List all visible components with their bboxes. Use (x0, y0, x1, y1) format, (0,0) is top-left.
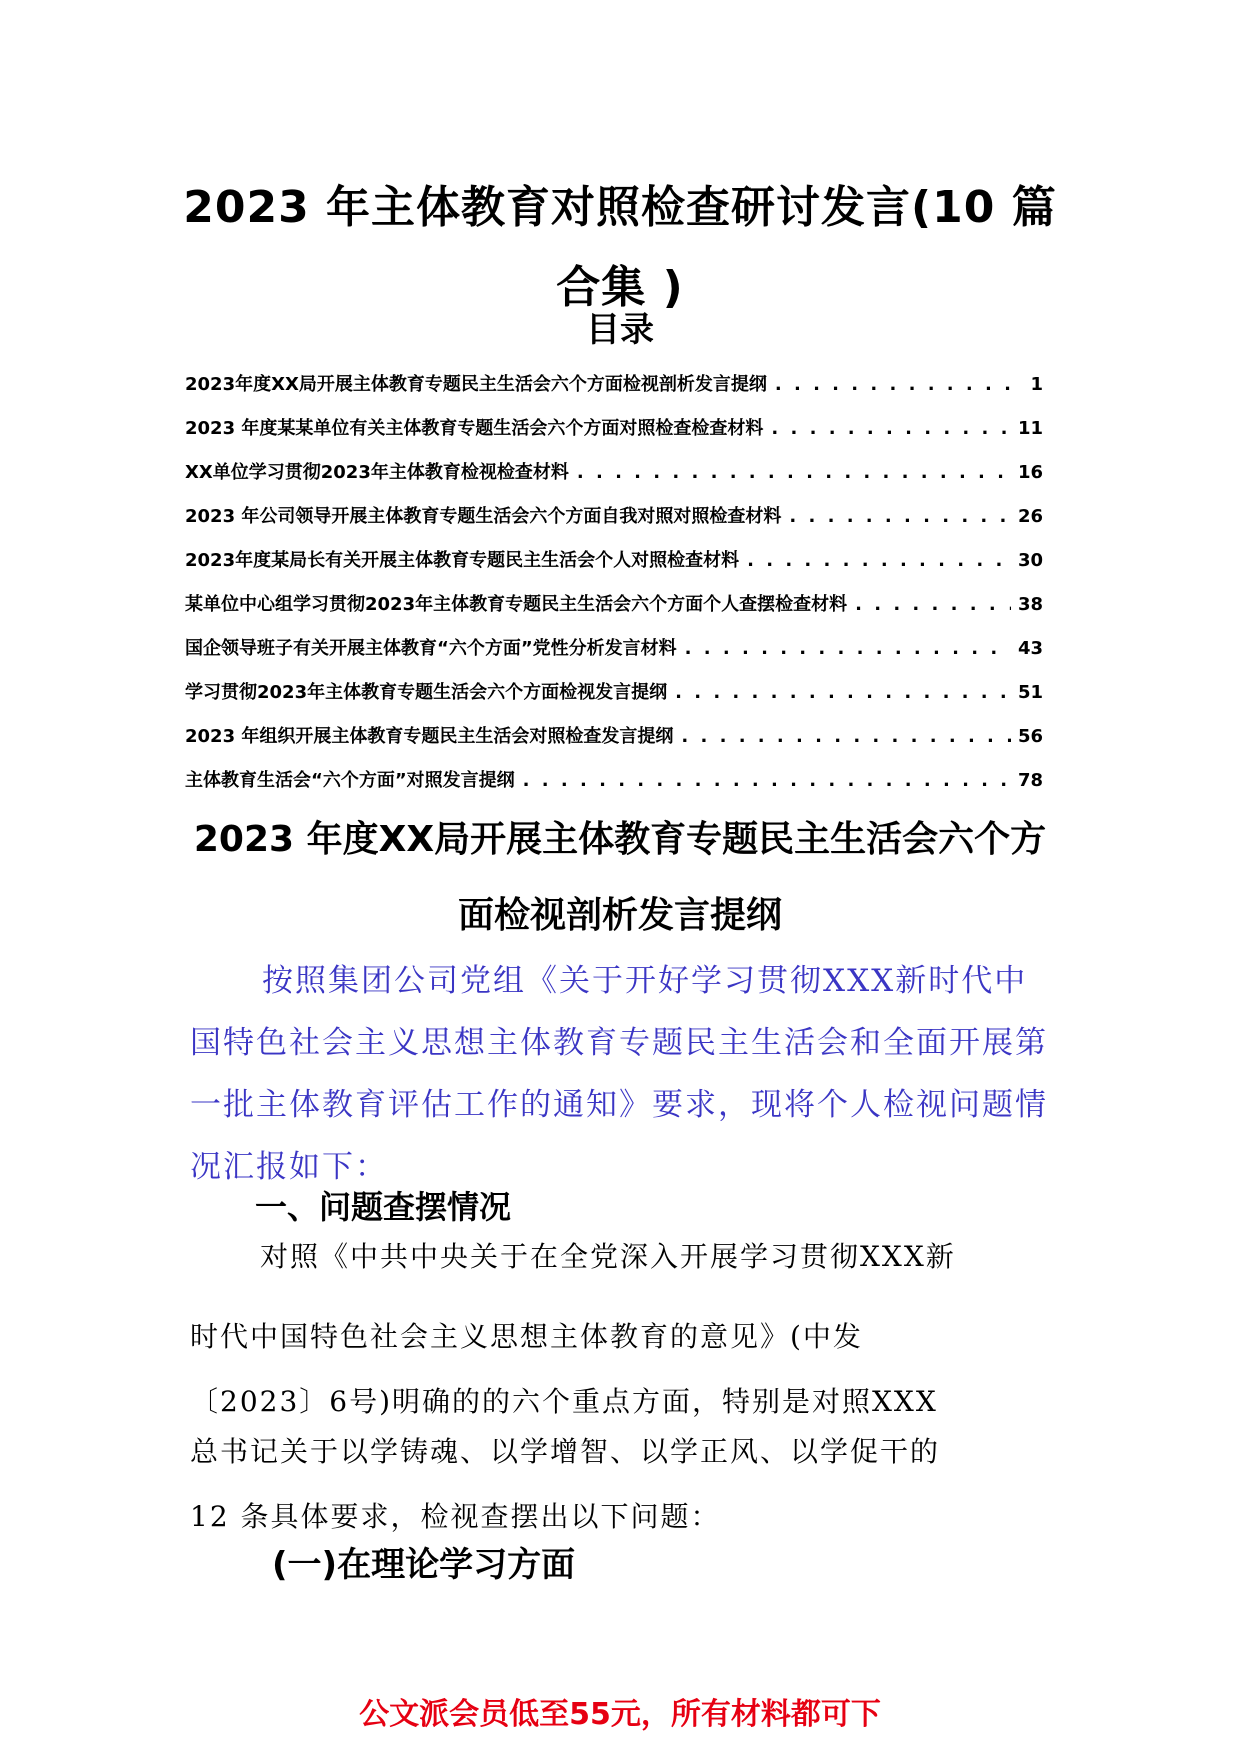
toc-entry-page: 78 (1017, 770, 1043, 791)
toc-entry-page: 11 (1017, 418, 1043, 439)
toc-entry[interactable] (185, 722, 1043, 766)
section-title: 2023 年度XX局开展主体教育专题民主生活会六个方面检视剖析发言提纲 (193, 819, 1047, 936)
toc-leader-dots (747, 550, 1011, 571)
toc-entry[interactable] (185, 458, 1043, 502)
paragraph-line: 12 条具体要求，检视查摆出以下问题： (190, 1500, 721, 1533)
intro-paragraph: 按照集团公司党组《关于开好学习贯彻XXX新时代中国特色社会主义思想主体教育专题民主生活会和全面开展第一批主体教育评估工作的通知》要求，现将个人检视问题情况汇报如下： (190, 963, 1048, 1185)
toc-entry-title: 2023 年度某某单位有关主体教育专题生活会六个方面对照检查检查材料 (185, 418, 764, 439)
toc-leader-dots (789, 506, 1011, 527)
toc-entry[interactable] (185, 590, 1043, 634)
toc-leader-dots (771, 418, 1011, 439)
toc-leader-dots (685, 638, 1011, 659)
toc-entry-title: 2023年度XX局开展主体教育专题民主生活会六个方面检视剖析发言提纲 (185, 374, 767, 395)
heading-problems: 一、问题查摆情况 (255, 1188, 512, 1226)
toc-entry-title: 2023 年公司领导开展主体教育专题生活会六个方面自我对照对照检查材料 (185, 506, 782, 527)
toc-entry-page: 51 (1017, 682, 1043, 703)
toc-entry-page: 1 (1030, 374, 1043, 395)
toc-entry-title: 2023 年组织开展主体教育专题民主生活会对照检查发言提纲 (185, 726, 674, 747)
toc-leader-dots (681, 726, 1011, 747)
toc-entry[interactable] (185, 370, 1043, 414)
heading-theory-study: (一)在理论学习方面 (272, 1545, 576, 1585)
toc-entry[interactable] (185, 678, 1043, 722)
paragraph-line: 时代中国特色社会主义思想主体教育的意见》(中发 (190, 1320, 863, 1353)
toc-entry-title: 2023年度某局长有关开展主体教育专题民主生活会个人对照检查材料 (185, 550, 740, 571)
toc-entry-title: 某单位中心组学习贯彻2023年主体教育专题民主生活会六个方面个人查摆检查材料 (185, 594, 848, 615)
toc-entry[interactable] (185, 634, 1043, 678)
toc-entry[interactable] (185, 502, 1043, 546)
toc-leader-dots (523, 770, 1011, 791)
toc-entry[interactable] (185, 414, 1043, 458)
toc-entry-page: 38 (1017, 594, 1043, 615)
footer-promo: 公文派会员低至55元，所有材料都可下 (359, 1697, 881, 1732)
toc-entry-title: 国企领导班子有关开展主体教育“六个方面”党性分析发言材料 (185, 638, 677, 659)
toc-entry-title: XX单位学习贯彻2023年主体教育检视检查材料 (185, 462, 569, 483)
toc-entry-page: 56 (1017, 726, 1043, 747)
toc-entry-page: 16 (1017, 462, 1043, 483)
toc-entry-title: 学习贯彻2023年主体教育专题生活会六个方面检视发言提纲 (185, 682, 668, 703)
toc-entry[interactable] (185, 546, 1043, 590)
toc-leader-dots (577, 462, 1011, 483)
toc-heading: 目录 (586, 310, 654, 350)
toc-entry-page: 26 (1017, 506, 1043, 527)
toc-leader-dots (675, 682, 1011, 703)
toc-entry-page: 43 (1017, 638, 1043, 659)
toc-leader-dots (775, 374, 1011, 395)
paragraph-line: 总书记关于以学铸魂、以学增智、以学正风、以学促干的 (190, 1435, 941, 1468)
toc-leader-dots (855, 594, 1011, 615)
toc-entry-title: 主体教育生活会“六个方面”对照发言提纲 (185, 770, 515, 791)
toc-entry-page: 30 (1017, 550, 1043, 571)
paragraph-line: 对照《中共中央关于在全党深入开展学习贯彻XXX新 (260, 1240, 956, 1273)
paragraph-line: 〔2023〕6号)明确的的六个重点方面，特别是对照XXX (190, 1385, 938, 1418)
document-title: 2023 年主体教育对照检查研讨发言(10 篇合集 ) (183, 182, 1057, 313)
table-of-contents (185, 370, 1043, 810)
